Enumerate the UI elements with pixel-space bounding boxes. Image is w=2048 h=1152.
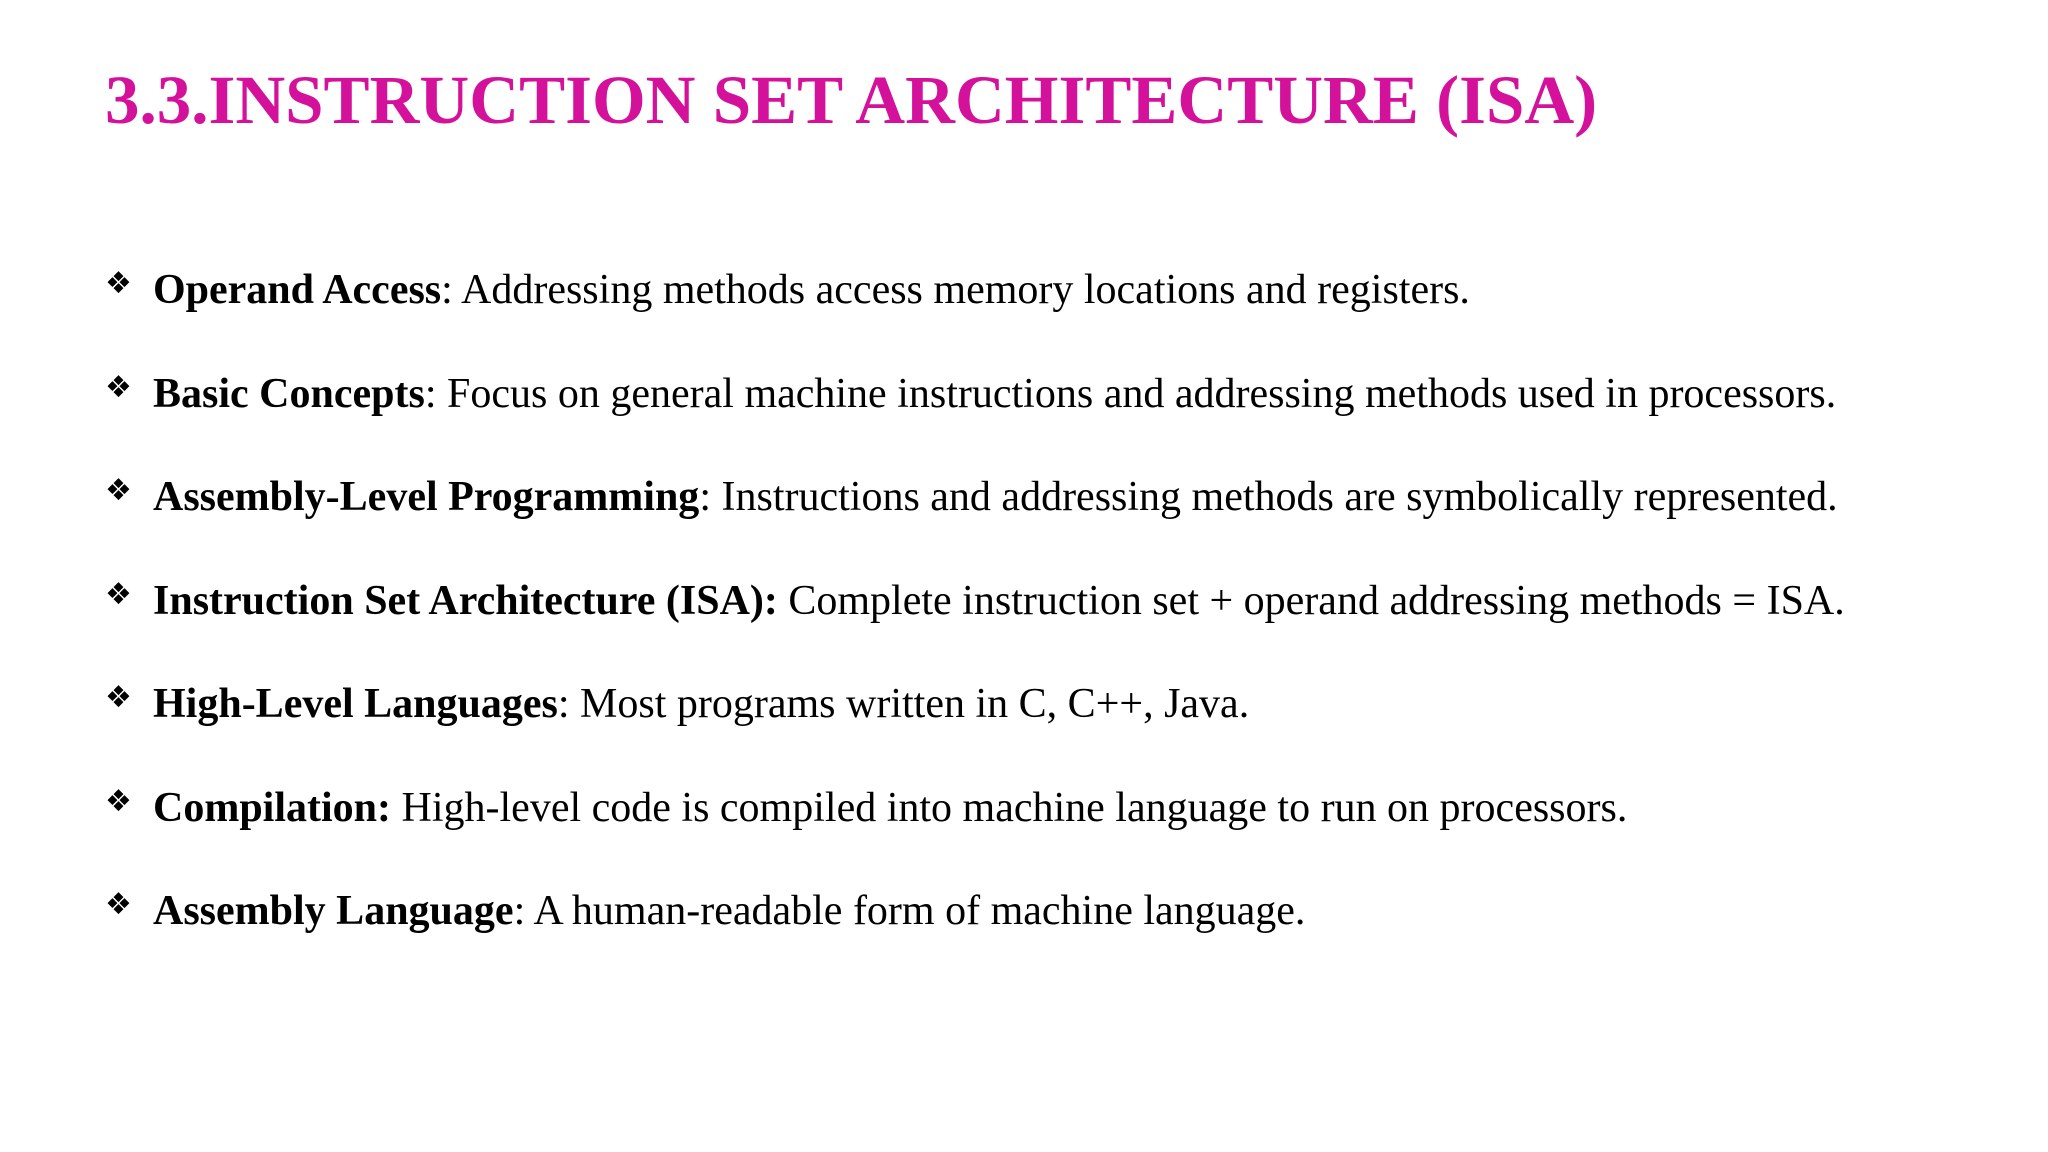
bullet-description: Complete instruction set + operand addressing methods = ISA.: [777, 577, 1845, 624]
list-item: [105, 879, 2005, 983]
bullet-term: High-Level Languages: [153, 681, 558, 727]
bullet-description: : Most programs written in C, C++, Java.: [557, 681, 1250, 727]
list-item: [105, 362, 2005, 466]
bullet-term: Instruction Set Architecture (ISA):: [153, 577, 778, 624]
bullet-description: : Focus on general machine instructions and addressing methods used in processors.: [424, 370, 1837, 417]
list-item: [105, 465, 2005, 569]
bullet-description: : Instructions and addressing methods are symbolically represented.: [699, 474, 1838, 520]
four-diamond-bullet-icon: ❖: [105, 473, 132, 508]
bullet-description: : Addressing methods access memory locations and registers.: [441, 267, 1470, 313]
bullet-text: [153, 362, 1836, 426]
list-item: [105, 258, 2005, 362]
four-diamond-bullet-icon: ❖: [105, 887, 132, 922]
list-item: [105, 776, 2005, 880]
bullet-description: : A human-readable form of machine language.: [513, 888, 1306, 934]
bullet-term: Basic Concepts: [153, 370, 425, 417]
bullet-text: [153, 776, 1627, 840]
bullet-text: [153, 465, 1838, 529]
bullet-text: [153, 569, 1845, 633]
bullet-term: Compilation:: [153, 784, 392, 831]
bullet-term: Assembly Language: [153, 888, 514, 934]
four-diamond-bullet-icon: ❖: [105, 266, 132, 301]
bullet-term: Assembly-Level Programming: [153, 474, 700, 520]
four-diamond-bullet-icon: ❖: [105, 576, 132, 612]
four-diamond-bullet-icon: ❖: [105, 369, 132, 405]
slide-title: 3.3.INSTRUCTION SET ARCHITECTURE (ISA): [105, 62, 1598, 138]
four-diamond-bullet-icon: ❖: [105, 680, 132, 715]
four-diamond-bullet-icon: ❖: [105, 783, 132, 819]
bullet-text: [153, 879, 1305, 943]
bullet-text: [153, 672, 1249, 736]
bullet-text: [153, 258, 1470, 322]
bullet-term: Operand Access: [153, 267, 442, 313]
list-item: [105, 569, 2005, 673]
bullet-list: [105, 258, 2005, 983]
bullet-description: High-level code is compiled into machine language to run on processors.: [391, 784, 1628, 831]
list-item: [105, 672, 2005, 776]
